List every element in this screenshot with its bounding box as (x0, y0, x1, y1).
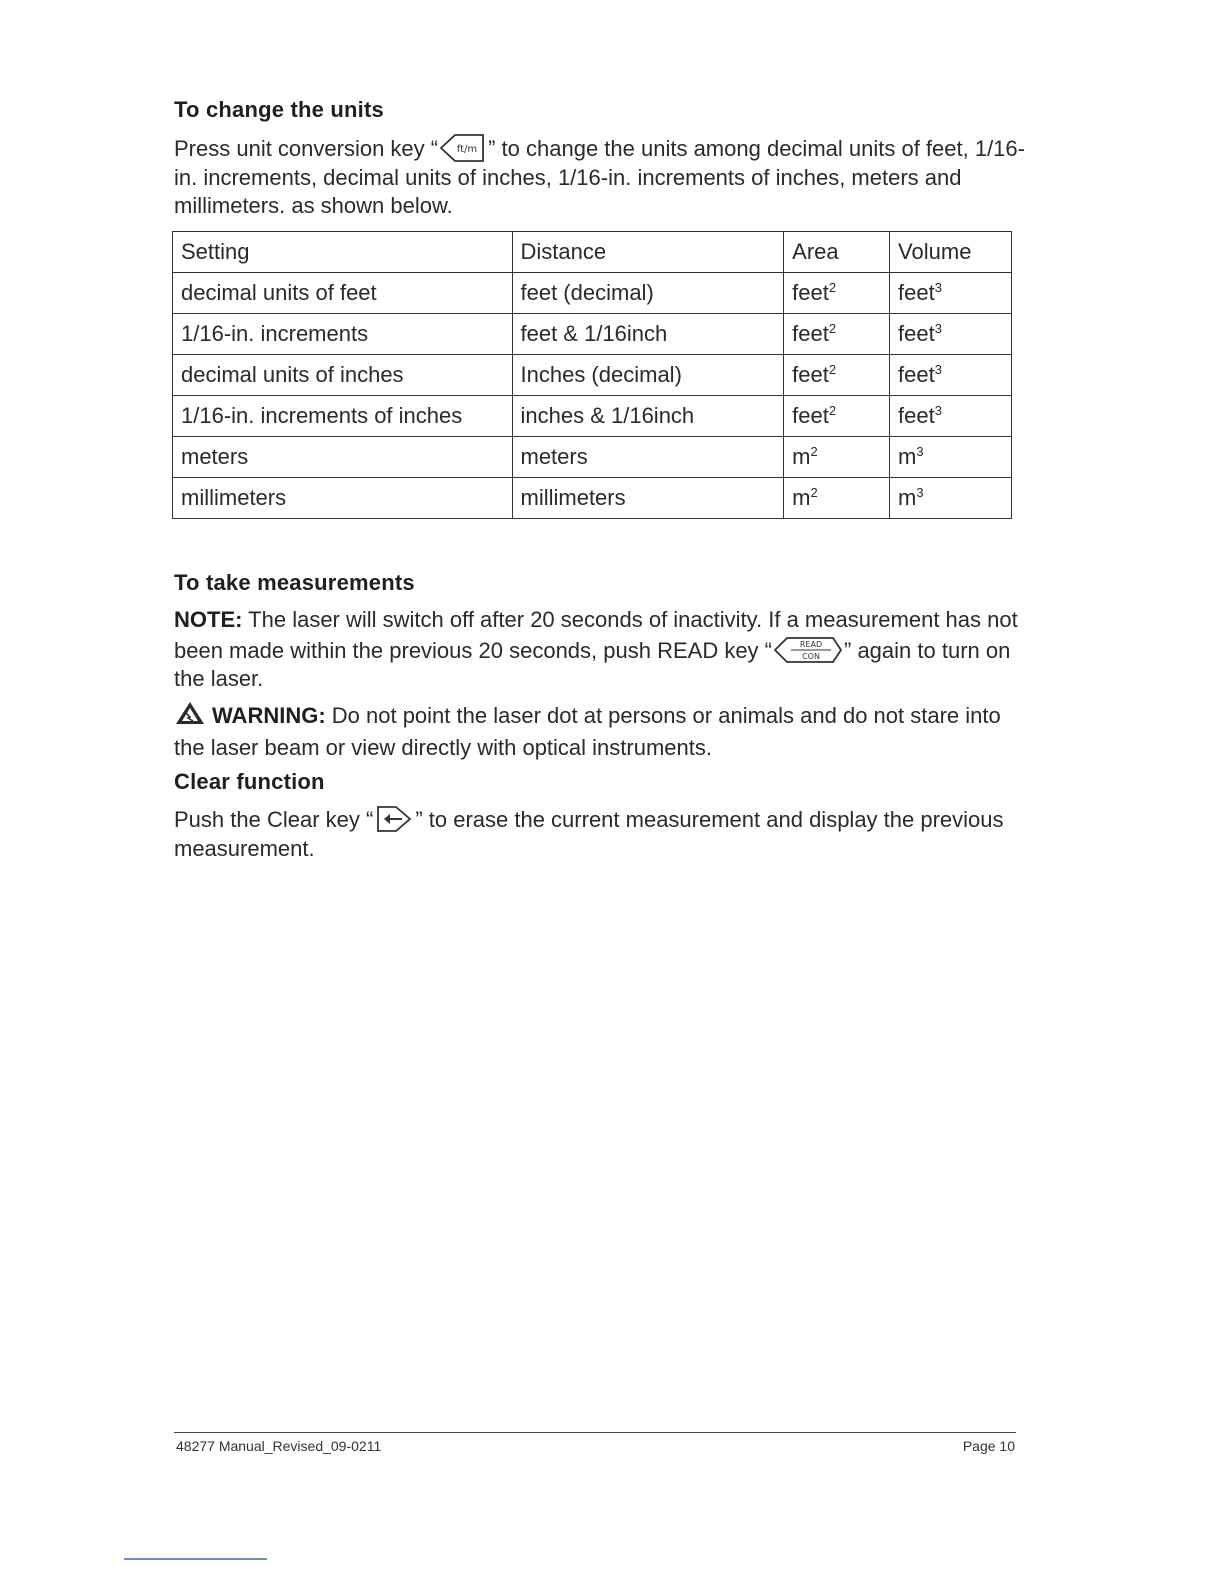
cell-setting: 1/16-in. increments of inches (173, 396, 513, 437)
cell-area: feet$^2$ (784, 273, 890, 314)
cell-area: $m^2$ (784, 437, 890, 478)
svg-text:CON: CON (802, 651, 820, 661)
cell-area: $m^2$ (784, 478, 890, 519)
read-key-icon (773, 635, 843, 665)
note-text-pre: The laser will switch off after 20 seconds of inactivity. If a measurement has not been made within the previous 20 seconds, push READ key “ (174, 607, 1018, 663)
table-row (173, 478, 1012, 519)
cell-distance: feet (decimal) (512, 273, 784, 314)
clear-text-post: ” to erase the current measurement and display the previous measurement. (174, 807, 1004, 861)
header-volume: Volume (890, 232, 1012, 273)
cell-distance: Inches (decimal) (512, 355, 784, 396)
footer-document-id: 48277 Manual_Revised_09-0211 (176, 1438, 382, 1454)
header-setting: Setting (173, 232, 513, 273)
warning-text: Do not point the laser dot at persons or animals and do not stare into the laser beam or view directly with optical instruments. (174, 703, 1001, 760)
note-label: NOTE: (174, 607, 243, 632)
cell-volume: $m^3$ (890, 437, 1012, 478)
cell-area: feet$^2$ (784, 355, 890, 396)
cell-setting: millimeters (173, 478, 513, 519)
table-row (173, 396, 1012, 437)
cell-setting: decimal units of feet (173, 273, 513, 314)
table-row (173, 273, 1012, 314)
cell-setting: decimal units of inches (173, 355, 513, 396)
note-paragraph (174, 606, 1034, 694)
table-row (173, 314, 1012, 355)
cell-distance: feet & 1/16inch (512, 314, 784, 355)
heading-clear-function: Clear function (174, 769, 325, 794)
cell-setting: meters (173, 437, 513, 478)
clear-text-pre: Push the Clear key “ (174, 807, 374, 832)
cell-distance: meters (512, 437, 784, 478)
heading-change-units: To change the units (174, 97, 384, 122)
table-row (173, 355, 1012, 396)
cell-volume: feet$^3$ (890, 396, 1012, 437)
cell-volume: $m^3$ (890, 478, 1012, 519)
cell-area: feet$^2$ (784, 396, 890, 437)
change-units-text-pre: Press unit conversion key “ (174, 136, 439, 161)
header-area: Area (784, 232, 890, 273)
cell-distance: inches & 1/16inch (512, 396, 784, 437)
cell-area: feet$^2$ (784, 314, 890, 355)
units-table (172, 231, 1012, 519)
unit-conversion-key-icon (439, 133, 487, 163)
table-row (173, 437, 1012, 478)
heading-take-measurements: To take measurements (174, 570, 415, 595)
change-units-text-post: ” to change the units among decimal units of feet, 1/16-in. increments, decimal units of inches, 1/16-in. increments of inches, meters and millimeters. as shown below. (174, 136, 1025, 218)
scan-edge-mark (124, 1558, 267, 1560)
table-header-row (173, 232, 1012, 273)
svg-text:READ: READ (799, 639, 823, 649)
cell-volume: feet$^3$ (890, 355, 1012, 396)
warning-triangle-icon (174, 700, 206, 734)
clear-key-icon (374, 804, 414, 834)
warning-label: WARNING: (212, 703, 326, 728)
unit-key-label: ft/m (456, 144, 478, 155)
footer-divider (174, 1432, 1016, 1433)
header-distance: Distance (512, 232, 784, 273)
cell-setting: 1/16-in. increments (173, 314, 513, 355)
cell-volume: feet$^3$ (890, 314, 1012, 355)
clear-paragraph (174, 804, 1034, 863)
warning-paragraph (174, 700, 1034, 762)
cell-distance: millimeters (512, 478, 784, 519)
cell-volume: feet$^3$ (890, 273, 1012, 314)
change-units-paragraph (174, 133, 1034, 221)
note-text-post: ” again to turn on the laser. (174, 637, 1011, 691)
footer-page-number: Page 10 (962, 1438, 1015, 1454)
